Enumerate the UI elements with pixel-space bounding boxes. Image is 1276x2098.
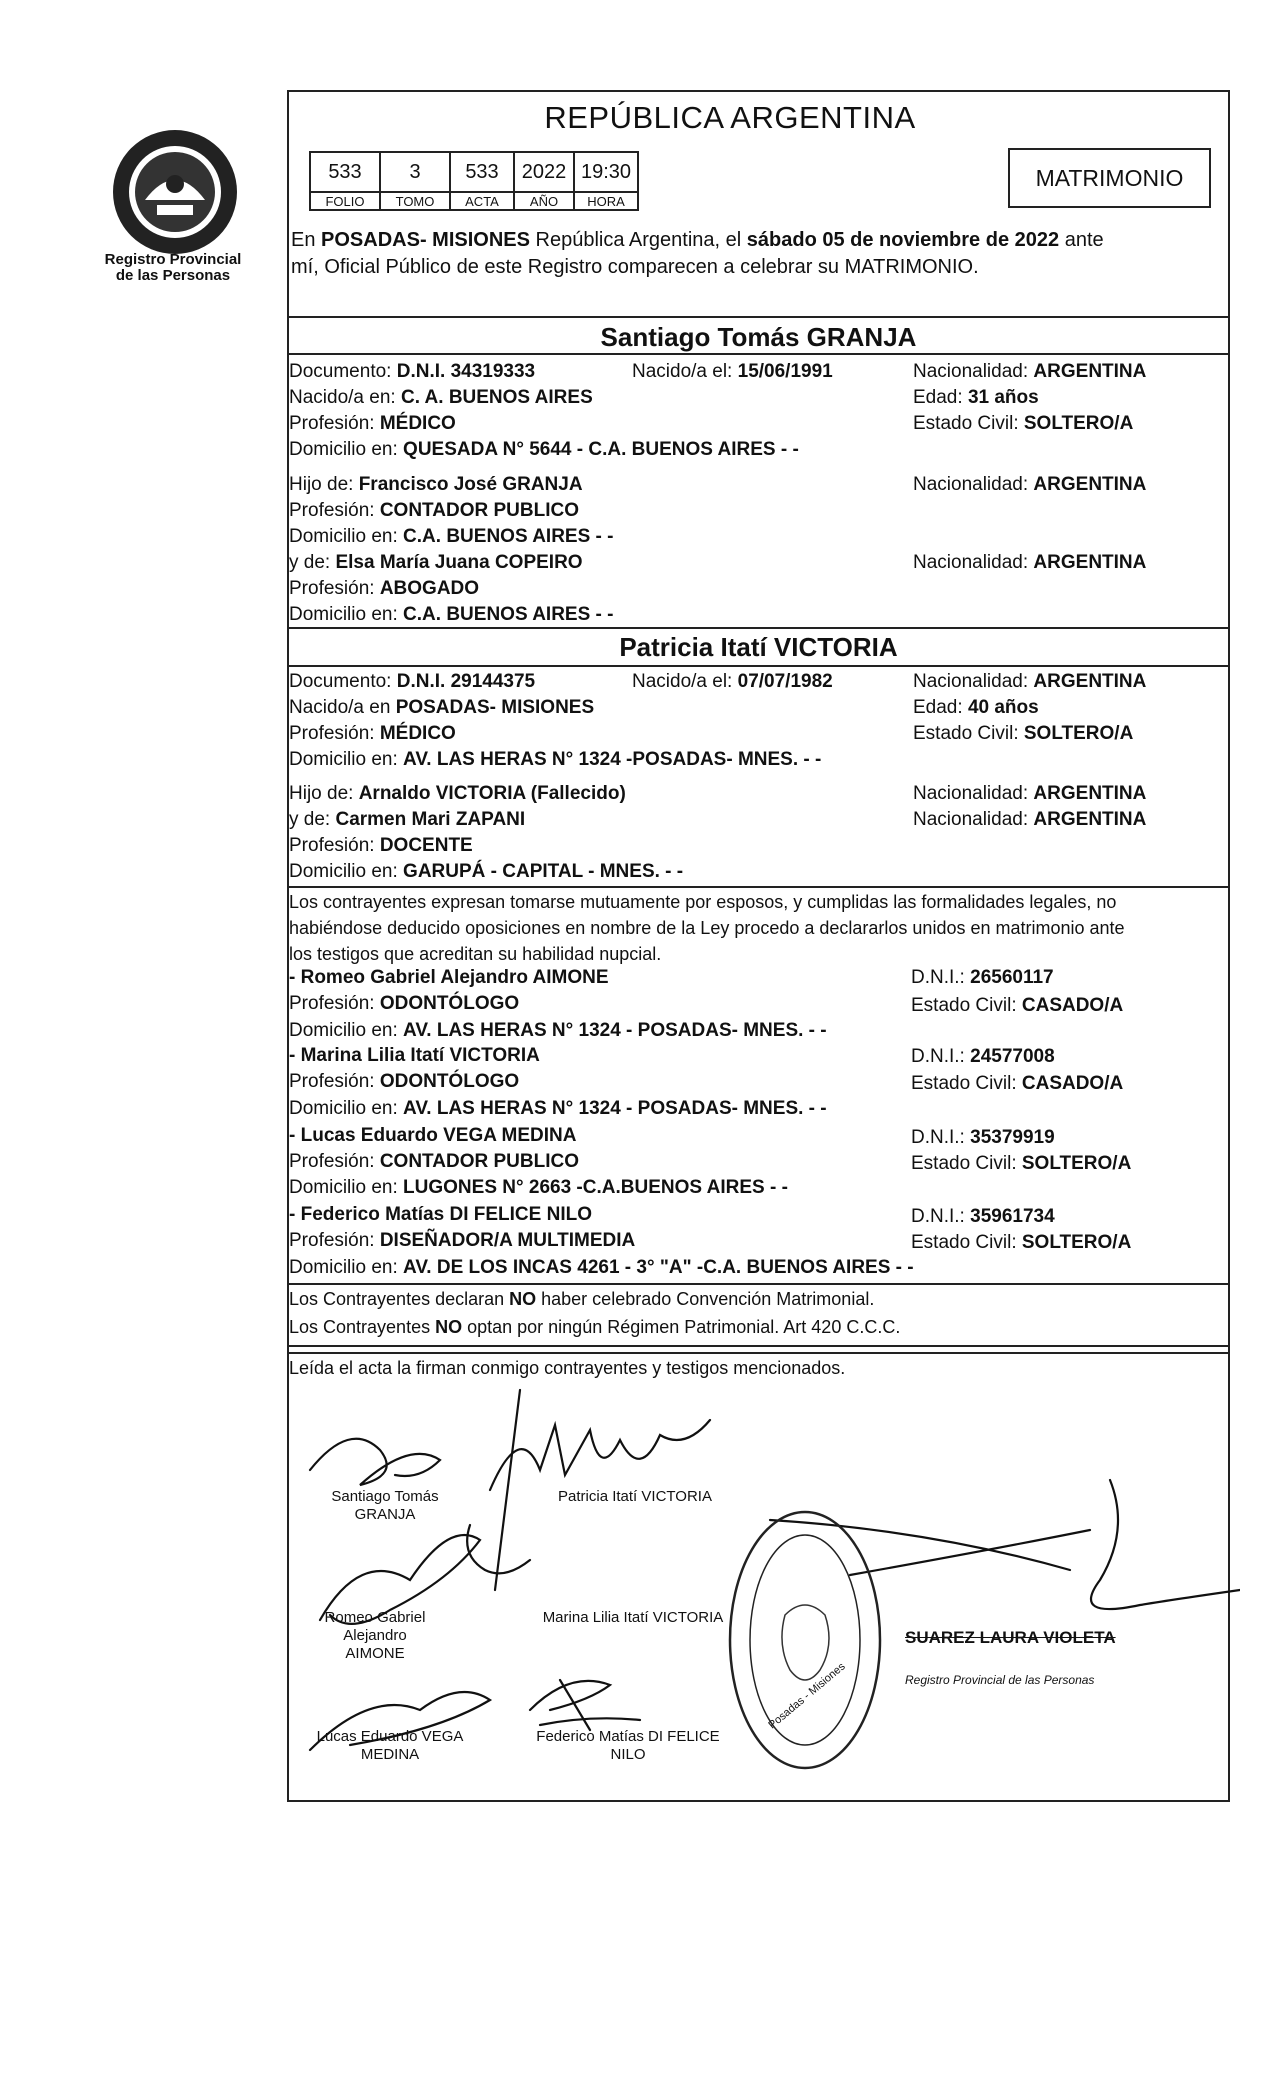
officer-subtitle: Registro Provincial de las Personas xyxy=(905,1673,1095,1687)
witness2-civil-status: Estado Civil: CASADO/A xyxy=(911,1073,1124,1094)
witness3-civil-status: Estado Civil: SOLTERO/A xyxy=(911,1153,1132,1174)
divider xyxy=(287,1352,1230,1354)
witness2-dni: D.N.I.: 24577008 xyxy=(911,1046,1055,1067)
divider xyxy=(287,627,1230,629)
acta-type-label: MATRIMONIO xyxy=(1035,164,1184,191)
spouse1-domicile: Domicilio en: QUESADA N° 5644 - C.A. BUENOS AIRES - - xyxy=(289,439,799,460)
divider xyxy=(287,1345,1230,1347)
witness4-domicile: Domicilio en: AV. DE LOS INCAS 4261 - 3° "A" -C.A. BUENOS AIRES - - xyxy=(289,1257,914,1278)
spouse1-mother-profession: Profesión: ABOGADO xyxy=(289,578,480,599)
acta-type xyxy=(1008,148,1211,208)
spouse1-birthdate: Nacido/a el: 15/06/1991 xyxy=(632,361,833,382)
signature-label-witness1: Romeo Gabriel Alejandro AIMONE xyxy=(324,1609,426,1662)
spouse1-mother: y de: Elsa María Juana COPEIRO xyxy=(289,552,583,573)
stamp-city: Posadas - Misiones xyxy=(766,1660,848,1732)
witness1-profession: Profesión: ODONTÓLOGO xyxy=(289,993,520,1014)
spouse2-document: Documento: D.N.I. 29144375 xyxy=(289,671,536,692)
anio-label: AÑO xyxy=(514,192,574,210)
signature-label-witness2: Marina Lilia Itatí VICTORIA xyxy=(542,1609,724,1626)
spouse2-birthdate: Nacido/a el: 07/07/1982 xyxy=(632,671,833,692)
witness2-profession: Profesión: ODONTÓLOGO xyxy=(289,1071,520,1092)
acta-value: 533 xyxy=(450,152,514,192)
spouse1-name: Santiago Tomás GRANJA xyxy=(600,322,917,352)
registry-logo xyxy=(105,120,245,260)
divider xyxy=(287,1283,1230,1285)
spouse2-profession: Profesión: MÉDICO xyxy=(289,723,456,744)
folio-value: 533 xyxy=(310,152,380,192)
hora-label: HORA xyxy=(574,192,638,210)
spouse1-civil-status: Estado Civil: SOLTERO/A xyxy=(913,413,1134,434)
spouse2-nationality: Nacionalidad: ARGENTINA xyxy=(913,671,1147,692)
spouse1-age: Edad: 31 años xyxy=(913,387,1039,408)
spouse2-age: Edad: 40 años xyxy=(913,697,1039,718)
spouse2-birthplace: Nacido/a en POSADAS- MISIONES xyxy=(289,697,595,718)
spouse1-mother-domicile: Domicilio en: C.A. BUENOS AIRES - - xyxy=(289,604,614,625)
seal-icon xyxy=(105,120,245,260)
witness2-name: - Marina Lilia Itatí VICTORIA xyxy=(289,1045,540,1066)
registry-table xyxy=(309,151,639,211)
spouse2-parents-profession: Profesión: DOCENTE xyxy=(289,835,473,856)
signature-label-spouse2: Patricia Itatí VICTORIA xyxy=(558,1488,712,1505)
intro-paragraph: En POSADAS- MISIONES República Argentina, el sábado 05 de noviembre de 2022 ante mí, Oficial Público de este Registro comparecen a celebrar su MATRIMONIO. xyxy=(291,229,1104,278)
declaration-paragraph: Los contrayentes expresan tomarse mutuamente por esposos, y cumplidas las formalidades legales, no habiéndose deducido oposiciones en nombre de la Ley procedo a declararlos unidos en matrimonio ante los testigos que acreditan su habilidad nupcial. xyxy=(289,892,1125,964)
closing-text: Leída el acta la firman conmigo contrayentes y testigos mencionados. xyxy=(289,1358,846,1378)
spouse1-father-profession: Profesión: CONTADOR PUBLICO xyxy=(289,500,579,521)
convention-line1: Los Contrayentes declaran NO haber celebrado Convención Matrimonial. xyxy=(289,1289,875,1309)
spouse1-mother-nationality: Nacionalidad: ARGENTINA xyxy=(913,552,1147,573)
folio-label: FOLIO xyxy=(310,192,380,210)
witness1-name: - Romeo Gabriel Alejandro AIMONE xyxy=(289,967,609,988)
spouse2-father: Hijo de: Arnaldo VICTORIA (Fallecido) xyxy=(289,783,626,804)
spouse2-domicile: Domicilio en: AV. LAS HERAS N° 1324 -POSADAS- MNES. - - xyxy=(289,749,822,770)
spouse1-nationality: Nacionalidad: ARGENTINA xyxy=(913,361,1147,382)
spouse1-father: Hijo de: Francisco José GRANJA xyxy=(289,474,583,495)
tomo-value: 3 xyxy=(380,152,450,192)
signature-label-witness4: Federico Matías DI FELICE NILO xyxy=(536,1728,720,1763)
country-title: REPÚBLICA ARGENTINA xyxy=(544,100,916,135)
hora-value: 19:30 xyxy=(574,152,638,192)
witness4-profession: Profesión: DISEÑADOR/A MULTIMEDIA xyxy=(289,1230,636,1251)
spouse2-name: Patricia Itatí VICTORIA xyxy=(619,632,898,662)
official-stamp xyxy=(725,1505,885,1775)
spouse1-father-domicile: Domicilio en: C.A. BUENOS AIRES - - xyxy=(289,526,614,547)
tomo-label: TOMO xyxy=(380,192,450,210)
witness3-name: - Lucas Eduardo VEGA MEDINA xyxy=(289,1125,577,1146)
spouse1-father-nationality: Nacionalidad: ARGENTINA xyxy=(913,474,1147,495)
logo-caption: Registro Provincial de las Personas xyxy=(104,251,242,284)
witness4-name: - Federico Matías DI FELICE NILO xyxy=(289,1204,592,1225)
spouse1-birthplace: Nacido/a en: C. A. BUENOS AIRES xyxy=(289,387,593,408)
spouse1-document: Documento: D.N.I. 34319333 xyxy=(289,361,536,382)
divider xyxy=(287,353,1230,355)
spouse2-parents-domicile: Domicilio en: GARUPÁ - CAPITAL - MNES. - - xyxy=(289,861,684,882)
witness2-domicile: Domicilio en: AV. LAS HERAS N° 1324 - POSADAS- MNES. - - xyxy=(289,1098,827,1119)
officer-name: SUAREZ LAURA VIOLETA xyxy=(905,1628,1116,1647)
witness1-domicile: Domicilio en: AV. LAS HERAS N° 1324 - POSADAS- MNES. - - xyxy=(289,1020,827,1041)
signature-label-spouse1: Santiago Tomás GRANJA xyxy=(331,1488,439,1523)
witness4-civil-status: Estado Civil: SOLTERO/A xyxy=(911,1232,1132,1253)
divider xyxy=(287,886,1230,888)
witness3-dni: D.N.I.: 35379919 xyxy=(911,1127,1055,1148)
anio-value: 2022 xyxy=(514,152,574,192)
witness1-dni: D.N.I.: 26560117 xyxy=(911,967,1054,988)
witness4-dni: D.N.I.: 35961734 xyxy=(911,1206,1055,1227)
signature-label-witness3: Lucas Eduardo VEGA MEDINA xyxy=(316,1728,464,1763)
divider xyxy=(287,316,1230,318)
divider xyxy=(287,665,1230,667)
spouse2-father-nationality: Nacionalidad: ARGENTINA xyxy=(913,783,1147,804)
convention-line2: Los Contrayentes NO optan por ningún Régimen Patrimonial. Art 420 C.C.C. xyxy=(289,1317,901,1337)
witness3-profession: Profesión: CONTADOR PUBLICO xyxy=(289,1151,579,1172)
spouse1-profession: Profesión: MÉDICO xyxy=(289,413,456,434)
witness3-domicile: Domicilio en: LUGONES N° 2663 -C.A.BUENOS AIRES - - xyxy=(289,1177,788,1198)
spouse2-mother: y de: Carmen Mari ZAPANI xyxy=(289,809,526,830)
witness1-civil-status: Estado Civil: CASADO/A xyxy=(911,995,1124,1016)
acta-label: ACTA xyxy=(450,192,514,210)
spouse2-mother-nationality: Nacionalidad: ARGENTINA xyxy=(913,809,1147,830)
spouse2-civil-status: Estado Civil: SOLTERO/A xyxy=(913,723,1134,744)
